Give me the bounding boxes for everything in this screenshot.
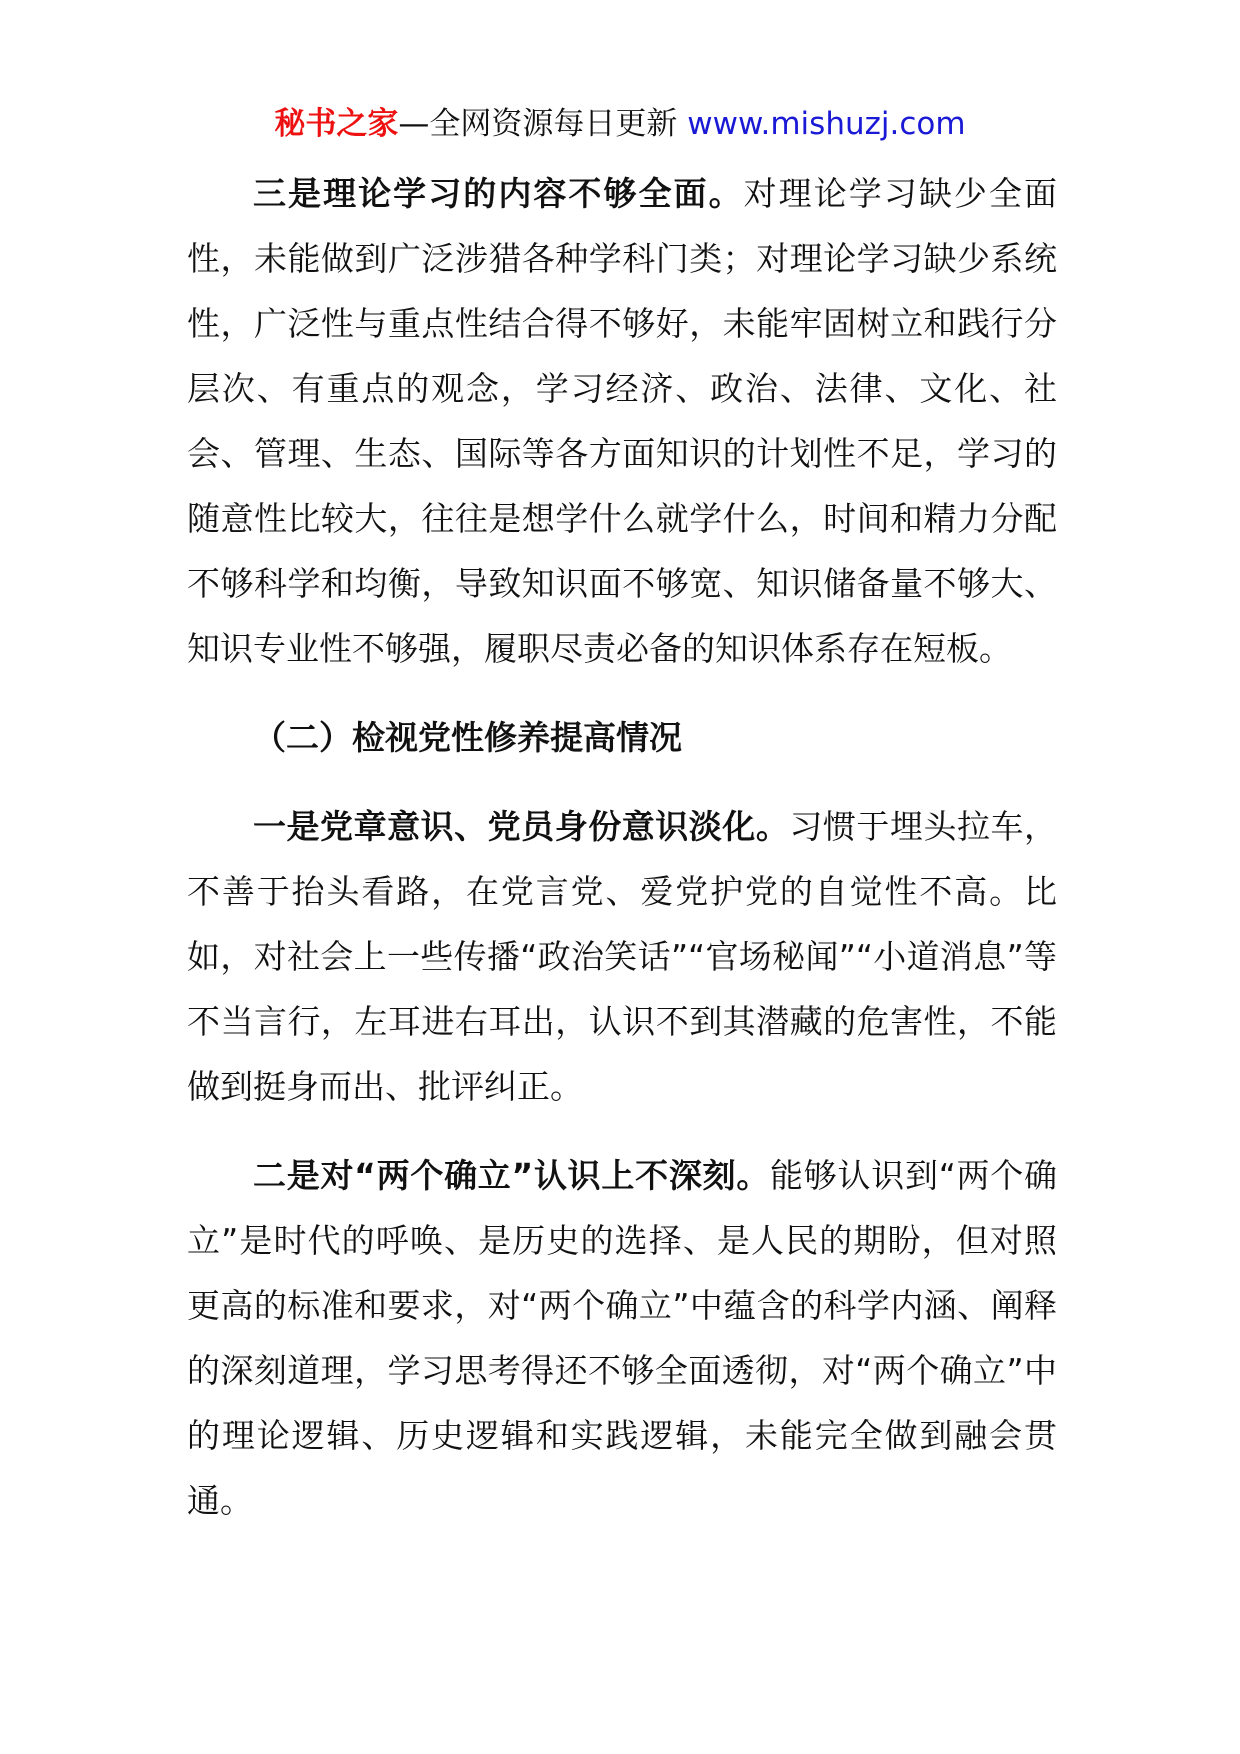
paragraph-theory-study [187, 161, 1057, 681]
paragraph-text: 习惯于埋头拉车，不善于抬头看路，在党言党、爱党护党的自觉性不高。比如，对社会上一些传播“政治笑话”“官场秘闻”“小道消息”等不当言行，左耳进右耳出，认识不到其潜藏的危害性，不能做到挺身而出、批评纠正。 [187, 807, 1058, 1106]
paragraph-text: 能够认识到“两个确立”是时代的呼唤、是历史的选择、是人民的期盼，但对照更高的标准和要求，对“两个确立”中蕴含的科学内涵、阐释的深刻道理，学习思考得还不够全面透彻，对“两个确立”中的理论逻辑、历史逻辑和实践逻辑，未能完全做到融会贯通。 [187, 1156, 1057, 1520]
paragraph-two-establishments [187, 1143, 1057, 1533]
paragraph-lead: 三是理论学习的内容不够全面。 [253, 174, 744, 213]
document-body [187, 161, 1057, 1533]
brand-name: 秘书之家 [274, 106, 399, 142]
paragraph-lead: 一是党章意识、党员身份意识淡化。 [253, 807, 790, 846]
paragraph-party-awareness [187, 794, 1057, 1119]
section-heading: （二）检视党性修养提高情况 [253, 718, 682, 757]
header-slogan: —全网资源每日更新 [398, 106, 688, 142]
page-header [0, 104, 1240, 144]
paragraph-text: 对理论学习缺少全面性，未能做到广泛涉猎各种学科门类；对理论学习缺少系统性，广泛性与重点性结合得不够好，未能牢固树立和践行分层次、有重点的观念，学习经济、政治、法律、文化、社会、管理、生态、国际等各方面知识的计划性不足，学习的随意性比较大，往往是想学什么就学什么，时间和精力分配不够科学和均衡，导致知识面不够宽、知识储备量不够大、知识专业性不够强，履职尽责必备的知识体系存在短板。 [187, 174, 1058, 668]
site-url-link[interactable]: www.mishuzj.com [687, 106, 966, 142]
paragraph-lead: 二是对“两个确立”认识上不深刻。 [253, 1156, 771, 1195]
